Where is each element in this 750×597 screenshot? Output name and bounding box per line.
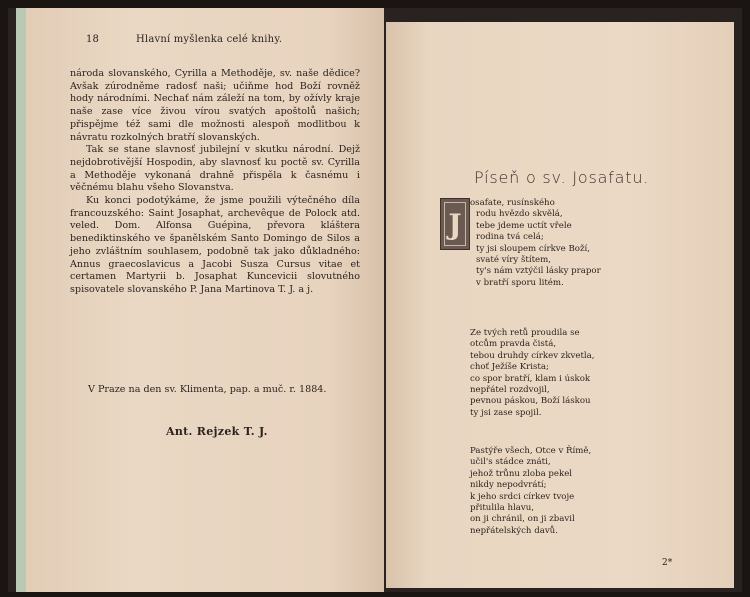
- paragraph: Tak se stane slavnosť jubilejní v skutku národní. Dejž nejdobrotivější Hospodin, aby slavnosť ku poctě sv. Cyrilla a Methoděje vykonaná drahně přispěla k časnému i věčnému blahu všeho Slovanstva.: [70, 144, 360, 194]
- verse-line: on ji chránil, on ji zbavil: [470, 514, 575, 525]
- poem-title: Píseň o sv. Josafatu.: [474, 168, 650, 187]
- signature-mark: 2*: [662, 558, 673, 568]
- verse-line: pevnou páskou, Boží láskou: [470, 396, 591, 407]
- running-title: Hlavní myšlenka celé knihy.: [136, 34, 283, 45]
- verse-line: přitulila hlavu,: [470, 503, 534, 514]
- verse-line: nikdy nepodvrátí;: [470, 480, 547, 491]
- verse-line: Pastýře všech, Otce v Římě,: [470, 446, 592, 456]
- left-page: [16, 8, 384, 592]
- paragraph: národa slovanského, Cyrilla a Methoděje, sv. naše dědice? Avšak zúrodněme radosť naši; učiňme hod Boží rovněž hody národními. Nechať nám záleží na tom, by ožívly kraje naše zase více živou vírou svatých apoštolů našich; přispějme též sami dle možnosti alespoň modlitbou k návratu rozkolných bratří slovanských.: [70, 68, 360, 143]
- verse-line: co spor bratří, klam i úskok: [470, 373, 591, 384]
- dateline: V Praze na den sv. Klimenta, pap. a muč. r. 1884.: [88, 384, 327, 395]
- verse-line: ty's nám vztýčil lásky prapor: [476, 266, 601, 277]
- stanza: [470, 446, 710, 537]
- verse-line: nepřátelských davů.: [470, 525, 558, 536]
- verse-line: rodina tvá celá;: [476, 232, 544, 243]
- decorated-initial: [440, 198, 470, 250]
- right-page: [386, 22, 734, 588]
- stanza: [470, 328, 710, 419]
- verse-line: tebe jdeme uctít vřele: [476, 220, 572, 231]
- paragraph: Ku konci podotýkáme, že jsme použili výtečného díla francouzského: Saint Josaphat, archevêque de Polock atd. veled. Dom. Alfonsa Guépina, převora kláštera benediktinského ve španělském Santo Domingo de Silos a jeho zvláštním souhlasem, podobně tak jako důkladného: Annus graecoslavicus a Jacobi Susza Cursus vitae et certamen Martyrii b. Josaphat Kuncevicii slovutného spisovatele slovanského P. Jana Martinova T. J. a j.: [70, 195, 360, 295]
- verse-line: v bratří sporu litém.: [476, 277, 564, 288]
- verse-line: ty jsi sloupem církve Boží,: [476, 243, 590, 254]
- verse-line: k jeho srdci církev tvoje: [470, 491, 575, 502]
- verse-line: ty jsi zase spojil.: [470, 407, 542, 418]
- author-signature: Ant. Rejzek T. J.: [166, 425, 268, 438]
- verse-line: Ze tvých retů proudila se: [470, 328, 580, 338]
- verse-line: choť Ježíše Krista;: [470, 362, 549, 373]
- body-text: [70, 68, 360, 297]
- initial-letter: J: [444, 202, 466, 246]
- verse-line: rodu hvězdo skvělá,: [476, 209, 563, 220]
- page-number: 18: [86, 34, 100, 45]
- open-book: [8, 8, 742, 592]
- verse-line: svaté víry štítem,: [476, 255, 551, 266]
- verse-line: jehož trůnu zloba pekel: [470, 468, 573, 479]
- verse-line: nepřátel rozdvojil,: [470, 385, 550, 396]
- verse-line: otcům pravda čistá,: [470, 339, 557, 350]
- stanza: [470, 198, 710, 289]
- verse-line: tebou druhdy církev zkvetla,: [470, 350, 595, 361]
- verse-line: osafate, rusínského: [470, 198, 555, 208]
- verse-line: učil's stádce znáti,: [470, 457, 551, 468]
